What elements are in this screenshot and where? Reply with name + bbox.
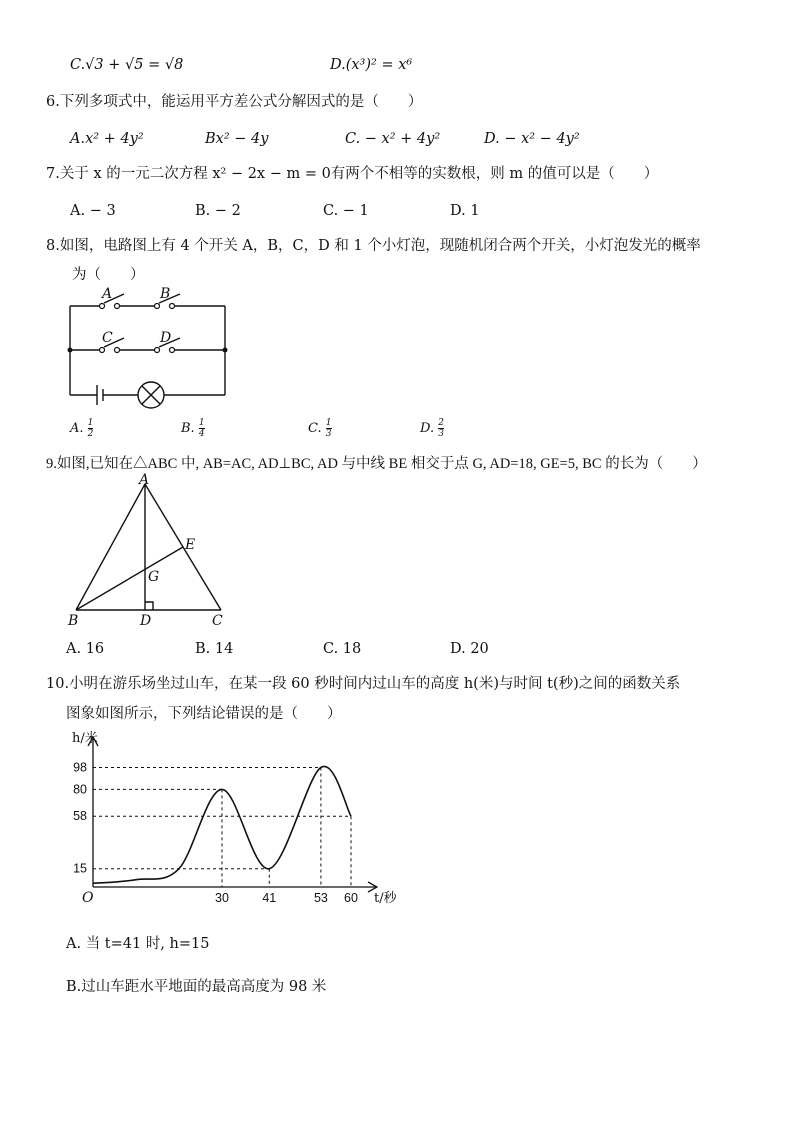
y-tick-80: 80: [73, 782, 87, 797]
point-label-c: C: [212, 613, 223, 629]
y-axis-label: h/米: [72, 731, 98, 746]
switch-label-c: C: [102, 330, 113, 346]
q8-stem-line2: 为（ ）: [72, 267, 145, 283]
q6-option-c: C. − x² + 4y²: [345, 131, 441, 147]
q9-option-b: B. 14: [195, 641, 234, 657]
q7-option-b: B. − 2: [195, 203, 241, 219]
switch-label-b: B: [160, 286, 171, 302]
q5-option-d: D.(x³)² = x⁶: [330, 57, 413, 73]
y-tick-98: 98: [73, 760, 87, 775]
q8-option-b: B. $\frac{1}{4}$: [181, 418, 205, 439]
q10-stem-line1: 10.小明在游乐场坐过山车，在某一段 60 秒时间内过山车的高度 h(米)与时间 t(秒)之间的函数关系: [46, 676, 681, 692]
q10-option-b: B.过山车距水平地面的最高高度为 98 米: [66, 979, 327, 995]
q7-stem: 7.关于 x 的一元二次方程 x² − 2x − m = 0有两个不相等的实数根，则 m 的值可以是（ ）: [46, 166, 659, 182]
y-tick-58: 58: [73, 809, 87, 824]
q9-option-c: C. 18: [323, 641, 362, 657]
q6-option-d: D. − x² − 4y²: [484, 131, 580, 147]
origin-label: O: [82, 890, 94, 906]
q7-option-a: A. − 3: [70, 203, 116, 219]
point-label-g: G: [148, 569, 160, 585]
point-label-e: E: [185, 537, 196, 553]
switch-label-d: D: [160, 330, 172, 346]
x-tick-41: 41: [262, 891, 277, 905]
q5-option-c: C.√3 + √5 = √8: [70, 57, 184, 73]
q9-option-a: A. 16: [66, 641, 105, 657]
q7-option-d: D. 1: [450, 203, 480, 219]
x-axis-label: t/秒: [374, 891, 397, 906]
q8-option-c: C. $\frac{1}{3}$: [308, 418, 332, 439]
point-label-b: B: [68, 613, 79, 629]
x-tick-53: 53: [313, 891, 328, 905]
q6-stem: 6.下列多项式中，能运用平方差公式分解因式的是（ ）: [46, 94, 423, 110]
q9-option-d: D. 20: [450, 641, 489, 657]
y-tick-15: 15: [73, 861, 87, 876]
q10-option-a: A. 当 t=41 时, h=15: [66, 936, 210, 952]
q8-option-a: A. $\frac{1}{2}$: [70, 418, 94, 439]
series-line-h: [93, 766, 351, 883]
point-label-a: A: [139, 472, 150, 488]
q6-option-b: Bx² − 4y: [205, 131, 269, 147]
point-label-d: D: [140, 613, 152, 629]
q8-stem-line1: 8.如图，电路图上有 4 个开关 A，B，C，D 和 1 个小灯泡，现随机闭合两个开关，小灯泡发光的概率: [46, 238, 701, 254]
q6-option-a: A.x² + 4y²: [70, 131, 144, 147]
q9-stem: 9.如图,已知在△ABC 中, AB=AC, AD⊥BC, AD 与中线 BE 相交于点 G, AD=18, GE=5, BC 的长为（ ）: [46, 456, 707, 472]
q8-option-d: D. $\frac{2}{3}$: [420, 418, 444, 439]
q7-option-c: C. − 1: [323, 203, 369, 219]
x-tick-60: 60: [344, 891, 358, 905]
x-tick-30: 30: [215, 891, 229, 905]
switch-label-a: A: [102, 286, 113, 302]
q10-stem-line2: 图象如图所示，下列结论错误的是（ ）: [66, 706, 342, 722]
